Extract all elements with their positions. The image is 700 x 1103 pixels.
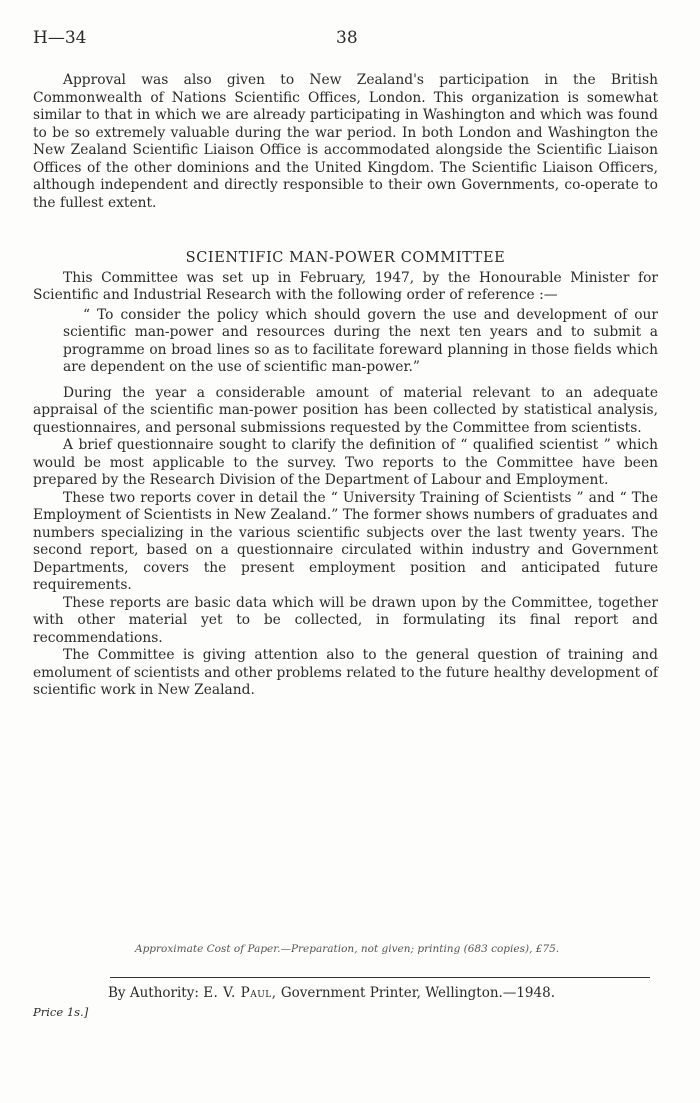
authority-prefix: By Authority: xyxy=(108,985,199,1001)
paragraph-liaison-offices: Approval was also given to New Zealand's participation in the British Commonwealth of Nations Scientific Offices, London. This organization is somewhat similar to that in which we are already participating in Washington and which was found to be so extremely valuable during the war period. In both London and Washington the New Zealand Scientific Liaison Office is accommodated alongside the Scientific Liaison Offices of the other dominions and the United Kingdom. The Scientific Liaison Officers, although independent and directly responsible to their own Governments, co-operate to the fullest extent. xyxy=(33,72,658,211)
section-heading: SCIENTIFIC MAN-POWER COMMITTEE xyxy=(185,250,506,266)
paragraph-basic-data: These reports are basic data which will be drawn upon by the Committee, together with other material yet to be collected, in formulating its final report and recommendations. xyxy=(33,594,658,646)
document-reference: H—34 xyxy=(33,28,87,48)
authority-suffix: Government Printer, Wellington.—1948. xyxy=(280,985,555,1001)
printer-authority xyxy=(108,985,555,1001)
paragraph-committee-setup: This Committee was set up in February, 1947, by the Honourable Minister for Scientific and Industrial Research with the following order of reference :— xyxy=(33,269,658,303)
page-number: 38 xyxy=(336,28,358,48)
cost-of-paper-note: Approximate Cost of Paper.—Preparation, not given; printing (683 copies), £75. xyxy=(135,943,560,955)
paragraph-questionnaire: A brief questionnaire sought to clarify the definition of “ qualified scientist ” which would be most applicable to the survey. Two reports to the Committee have been prepared by the Research Division of the Department of Labour and Employment. xyxy=(33,437,658,488)
paragraph-reports: These two reports cover in detail the “ University Training of Scientists ” and “ The Employment of Scientists in New Zealand.” The former shows numbers of graduates and numbers specializing in the various scientific subjects over the last twenty years. The second report, based on a questionnaire circulated within industry and Government Departments, covers the present employment position and anticipated future requirements. xyxy=(33,489,658,593)
paragraph-material-collected: During the year a considerable amount of material relevant to an adequate appraisal of the scientific man-power position has been collected by statistical analysis, questionnaires, and personal submissions requested by the Committee from scientists. xyxy=(33,384,658,436)
printer-name: E. V. Paul, xyxy=(203,985,277,1001)
footer-divider xyxy=(110,977,650,978)
order-of-reference-quote: “ To consider the policy which should govern the use and development of our scientific man-power and resources during the next ten years and to submit a programme on broad lines so as to facilitate foreward planning in those fields which are dependent on the use of scientific man-power.” xyxy=(63,306,658,375)
paragraph-training-emolument: The Committee is giving attention also to the general question of training and emolument of scientists and other problems related to the future healthy development of scientific work in New Zealand. xyxy=(33,647,658,698)
body-text xyxy=(33,72,658,700)
price: Price 1s.] xyxy=(33,1005,89,1019)
